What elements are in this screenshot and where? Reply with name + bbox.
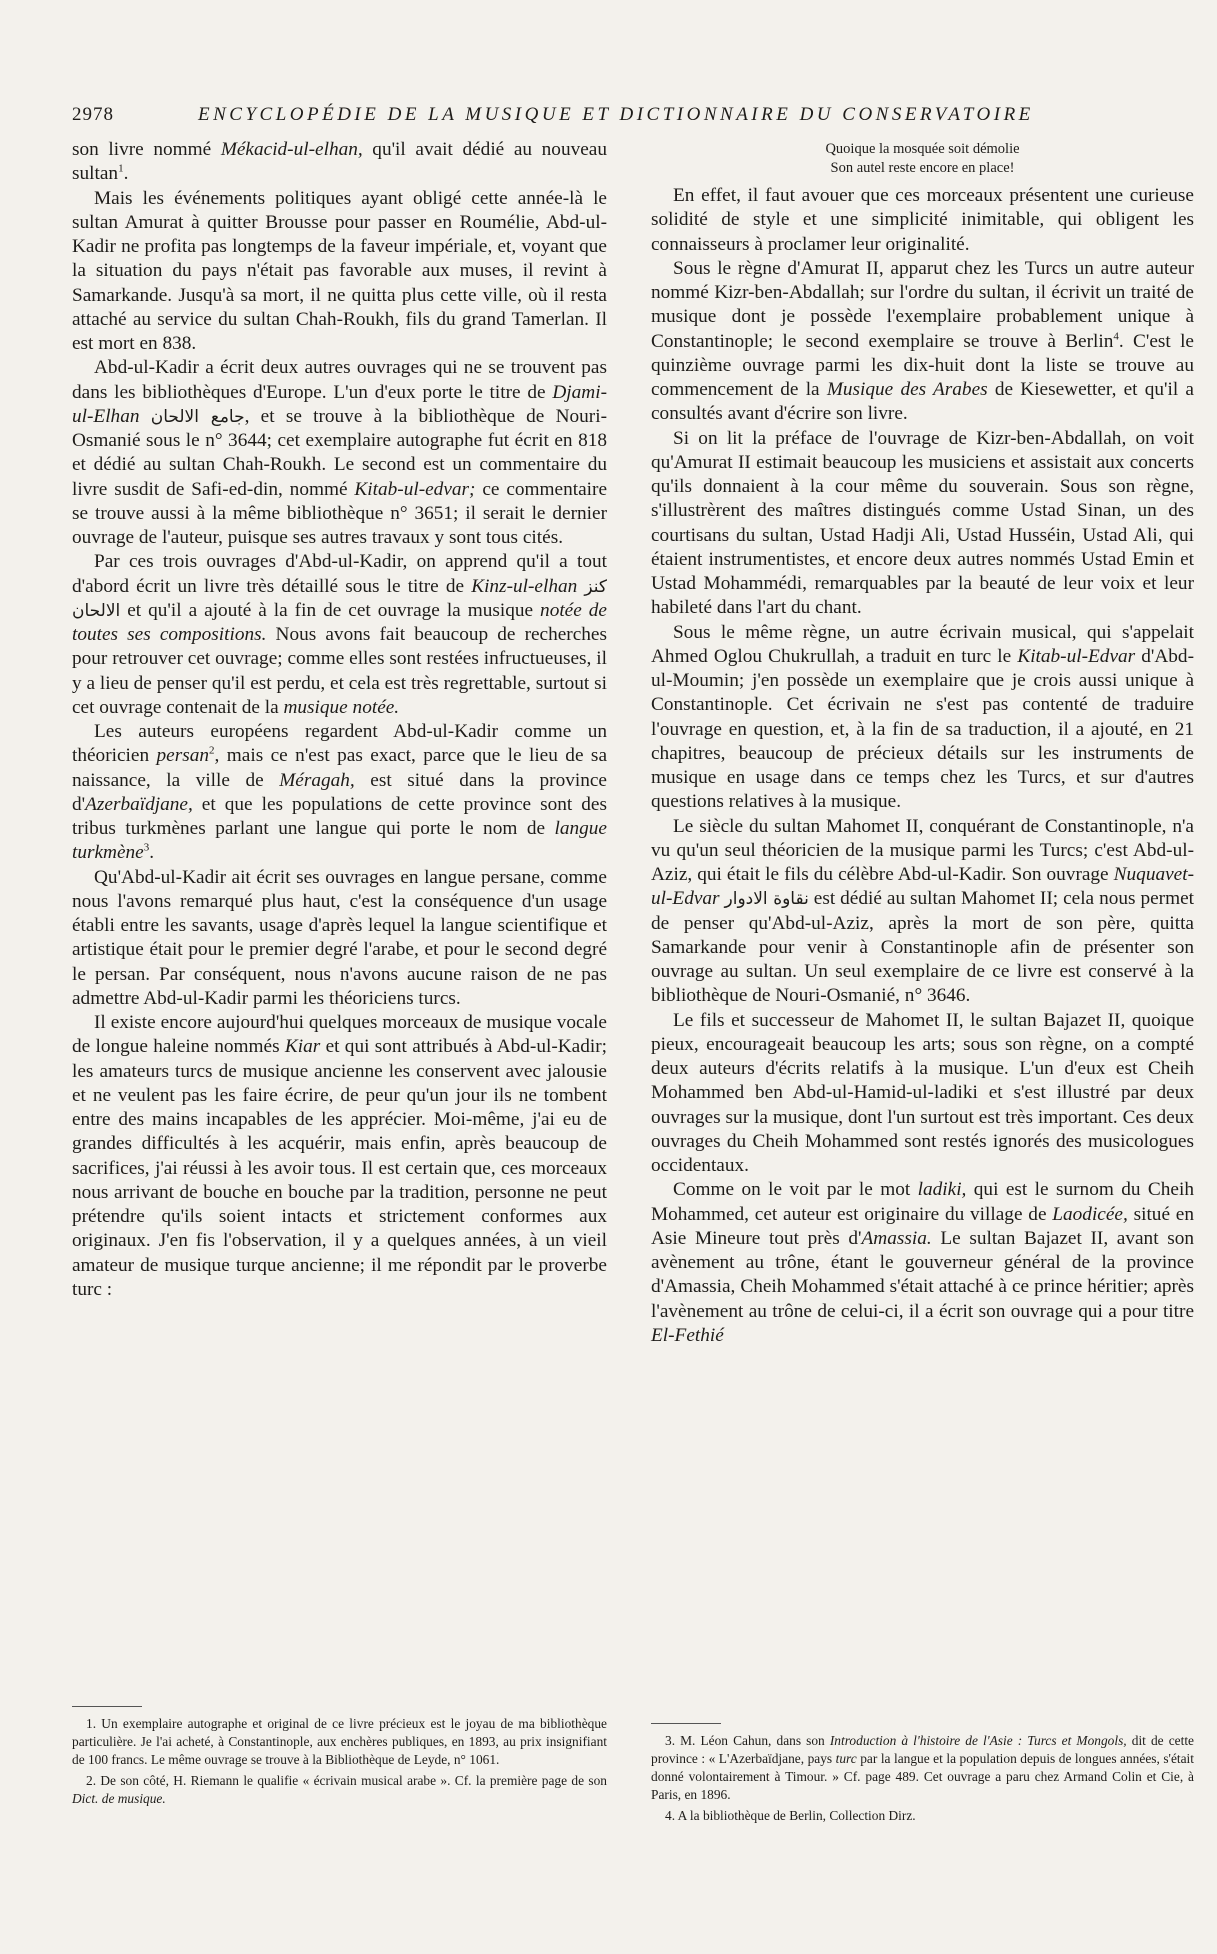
page-number: 2978 — [72, 104, 114, 125]
footnote-2: 2. De son côté, H. Riemann le qualifie « écrivain musical arabe ». Cf. la première page de son Dict. de musique. — [72, 1773, 607, 1806]
footnotes-left — [72, 1706, 607, 1811]
footnote-rule — [72, 1706, 142, 1707]
paragraph: Si on lit la préface de l'ouvrage de Kizr-ben-Abdallah, on voit qu'Amurat II estimait beaucoup les musiciens et assistait aux concerts qu'ils donnaient à la cour même du souverain. Sous son règne, s'illustrèrent des maîtres distingués comme Ustad Sinan, un des courtisans du sultan, Ustad Hadji Ali, Ustad Husséin, Ustad Ali, qui étaient instrumentistes, et encore deux autres nommés Ustad Emin et Ustad Mohammédi, remarquables par la beauté de leur voix et leur habileté dans l'art du chant. — [651, 427, 1194, 619]
paragraph: Les auteurs européens regardent Abd-ul-Kadir comme un théoricien persan$^2$, mais ce n'est pas exact, parce que le lieu de sa naissance, la ville de Méragah, est situé dans la province d'Azerbaïdjane, et que les populations de cette province sont des tribus turkmènes parlant une langue qui porte le nom de langue turkmène$^3$. — [72, 721, 607, 864]
paragraph: Comme on le voit par le mot ladiki, qui est le surnom du Cheih Mohammed, cet auteur est originaire du village de Laodicée, situé en Asie Mineure tout près d'Amassia. Le sultan Bajazet II, avant son avènement au trône, étant le gouverneur général de la province d'Amassia, Cheih Mohammed s'était attaché à ce prince héritier; après l'avènement au trône de celui-ci, il a écrit son ouvrage qui a pour titre El-Fethié — [651, 1179, 1194, 1346]
paragraph: Sous le même règne, un autre écrivain musical, qui s'appelait Ahmed Oglou Chukrullah, a traduit en turc le Kitab-ul-Edvar d'Abd-ul-Moumin; j'en possède un exemplaire que je crois aussi unique à Constantinople. Cet écrivain ne s'est pas contenté de traduire l'ouvrage en question, et, à la fin de sa traduction, il a ajouté, en 21 chapitres, beaucoup de précieux détails sur les instruments de musique en usage dans ce temps chez les Turcs, et sur d'autres questions relatives à la musique. — [651, 621, 1194, 813]
paragraph: Qu'Abd-ul-Kadir ait écrit ses ouvrages en langue persane, comme nous l'avons remarqué plus haut, c'est la conséquence d'un usage établi entre les savants, usage d'après lequel la langue scientifique et artistique était pour le premier degré l'arabe, et pour le second degré le persan. Par conséquent, nous n'avons aucune raison de ne pas admettre Abd-ul-Kadir parmi les théoriciens turcs. — [72, 866, 607, 1009]
arabic-title: كنز الالحان — [72, 576, 607, 621]
running-title: ENCYCLOPÉDIE DE LA MUSIQUE ET DICTIONNAIRE DU CONSERVATOIRE — [198, 104, 1034, 125]
paragraph: Mais les événements politiques ayant obligé cette année-là le sultan Amurat à quitter Brousse pour passer en Roumélie, Abd-ul-Kadir ne profita pas longtemps de la faveur impériale, et, voyant que la situation du pays n'était pas favorable aux muses, il revint à Samarkande. Jusqu'à sa mort, il ne quitta plus cette ville, où il resta attaché au service du sultan Chah-Roukh, fils du grand Tamerlan. Il est mort en 838. — [72, 187, 607, 354]
footnotes-right — [651, 1723, 1194, 1828]
paragraph: Abd-ul-Kadir a écrit deux autres ouvrages qui ne se trouvent pas dans les bibliothèques d'Europe. L'un d'eux porte le titre de Djami-ul-Elhan جامع الالحان, et se trouve à la bibliothèque de Nouri-Osmanié sous le n° 3644; cet exemplaire autographe fut écrit en 818 et dédié au sultan Chah-Roukh. Le second est un commentaire du livre susdit de Safi-ed-din, nommé Kitab-ul-edvar; ce commentaire se trouve aussi à la même bibliothèque n° 3651; il serait le dernier ouvrage de l'auteur, puisque ses autres travaux y sont tous cités. — [72, 357, 608, 548]
paragraph: Le fils et successeur de Mahomet II, le sultan Bajazet II, quoique pieux, encourageait beaucoup les arts; sous son règne, on a compté deux auteurs d'écrits relatifs à la musique. L'un d'eux est Cheih Mohammed ben Abd-ul-Hamid-ul-ladiki et s'est illustré par deux ouvrages sur la musique, dont l'un surtout est très important. Ces deux ouvrages du Cheih Mohammed sont restés ignorés des musicologues occidentaux. — [651, 1009, 1194, 1176]
right-column — [651, 138, 1194, 1348]
arabic-title: جامع الالحان — [150, 406, 245, 427]
footnote-1: 1. Un exemplaire autographe et original de ce livre précieux est le joyau de ma bibliothèque particulière. Je l'ai acheté, à Constantinople, aux enchères publiques, en 1893, au prix insignifiant de 100 francs. Le même ouvrage se trouve à la Bibliothèque de Leyde, n° 1061. — [72, 1716, 607, 1767]
paragraph: Par ces trois ouvrages d'Abd-ul-Kadir, on apprend qu'il a tout d'abord écrit un livre très détaillé sous le titre de Kinz-ul-elhan كنز الالحان et qu'il a ajouté à la fin de cet ouvrage la musique notée de toutes ses compositions. Nous avons fait beaucoup de recherches pour retrouver cet ouvrage; comme elles sont restées infructueuses, il y a lieu de penser qu'il est perdu, et cela est très regrettable, surtout si cet ouvrage contenait de la musique notée. — [72, 551, 607, 718]
proverb-quote: Quoique la mosquée soit démolie Son autel reste encore en place! — [825, 141, 1020, 176]
paragraph: Sous le règne d'Amurat II, apparut chez les Turcs un autre auteur nommé Kizr-ben-Abdallah; sur l'ordre du sultan, il écrivit un traité de musique dont je possède l'exemplaire probablement unique à Constantinople; le second exemplaire se trouve à Berlin$^4$. C'est le quinzième ouvrage parmi les dix-huit dont la liste se trouve au commencement de la Musique des Arabes de Kiesewetter, et qu'il a consultés avant d'écrire son livre. — [651, 257, 1194, 425]
paragraph: Le siècle du sultan Mahomet II, conquérant de Constantinople, n'a vu qu'un seul théoricien de la musique parmi les Turcs; c'est Abd-ul-Aziz, qui était le fils du célèbre Abd-ul-Kadir. Son ouvrage Nuquavet-ul-Edvar نقاوة الادوار est dédié au sultan Mahomet II; cela nous permet de penser qu'Abd-ul-Aziz, après la mort de son père, quitta Samarkande pour venir à Constantinople afin de présenter son ouvrage au sultan. Un seul exemplaire de ce livre est conservé à la bibliothèque de Nouri-Osmanié, n° 3646. — [651, 815, 1194, 1007]
left-column — [72, 138, 607, 1302]
paragraph: En effet, il faut avouer que ces morceaux présentent une curieuse solidité de style et une simplicité inimitable, qui obligent les connaisseurs à proclamer leur originalité. — [651, 185, 1194, 255]
paragraph: son livre nommé Mékacid-ul-elhan, qu'il avait dédié au nouveau sultan$^1$. — [72, 139, 607, 185]
footnote-rule — [651, 1723, 721, 1724]
running-header — [72, 100, 1072, 136]
footnote-4: 4. A la bibliothèque de Berlin, Collection Dirz. — [665, 1808, 916, 1823]
arabic-title: نقاوة الادوار — [724, 889, 809, 910]
footnote-3: 3. M. Léon Cahun, dans son Introduction à l'histoire de l'Asie : Turcs et Mongols, dit de cette province : « L'Azerbaïdjane, pays turc par la langue et la population depuis de longues années, s'était donné volontairement à Timour. » Cf. page 489. Cet ouvrage a paru chez Armand Colin et Cie, à Paris, en 1896. — [651, 1733, 1194, 1802]
paragraph: Il existe encore aujourd'hui quelques morceaux de musique vocale de longue haleine nommés Kiar et qui sont attribués à Abd-ul-Kadir; les amateurs turcs de musique ancienne les conservent avec jalousie et ne veulent pas les faire écrire, de peur qu'un jour ils ne tombent entre des mains incapables de les apprécier. Moi-même, j'ai eu de grandes difficultés à les acquérir, mais enfin, après beaucoup de sacrifices, j'ai réussi à les avoir tous. Il est certain que, ces morceaux nous arrivant de bouche en bouche par la tradition, personne ne peut prétendre qu'ils soient intacts et strictement conformes aux originaux. J'en fis l'observation, il y a quelques années, à un vieil amateur de musique turque ancienne; il me répondit par le proverbe turc : — [72, 1012, 607, 1300]
